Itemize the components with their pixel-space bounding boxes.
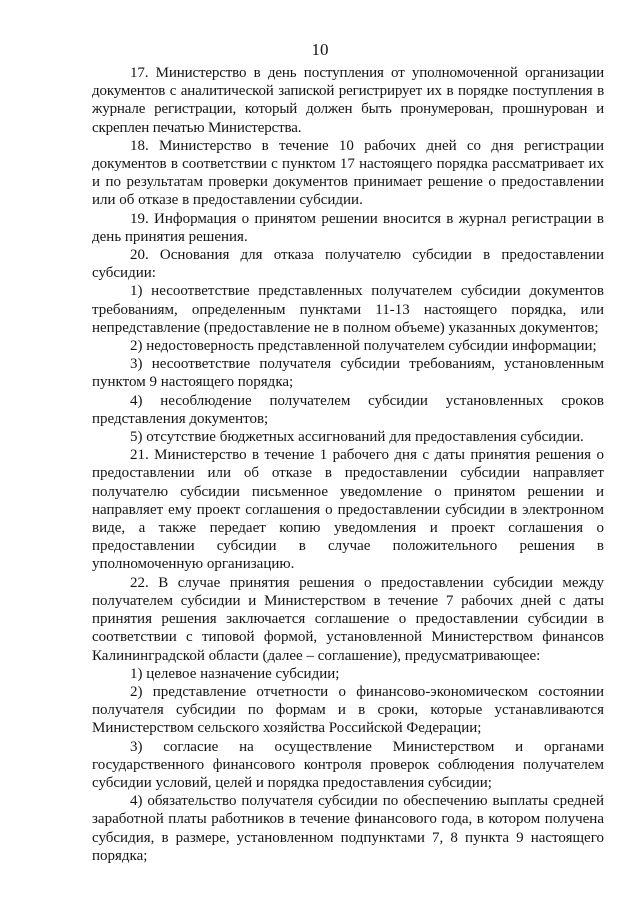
page-number: 10 xyxy=(311,40,329,59)
paragraph-22: 22. В случае принятия решения о предоставлении субсидии между получателем субсидии и Министерством в течение 7 рабочих дней с даты принятия решения заключается соглашение о предоставлении субсидии в соответствии с типовой формой, установленной Министерством финансов Калининградской области (далее – соглашение), предусматривающее: xyxy=(92,574,604,664)
paragraph-20-item-3: 3) несоответствие получателя субсидии требованиям, установленным пунктом 9 настоящего порядка; xyxy=(92,356,604,391)
paragraph-22-item-2: 2) представление отчетности о финансово-экономическом состоянии получателя субсидии по формам и в сроки, которые устанавливаются Министерством сельского хозяйства Российской Федерации; xyxy=(92,683,604,737)
document-body xyxy=(92,64,604,865)
paragraph-20-item-2: 2) недостоверность представленной получателем субсидии информации; xyxy=(130,338,597,355)
paragraph-20-item-5: 5) отсутствие бюджетных ассигнований для предоставления субсидии. xyxy=(130,429,584,446)
paragraph-22-item-3: 3) согласие на осуществление Министерством и органами государственного финансового контроля проверок соблюдения получателем субсидии условий, целей и порядка предоставления субсидии; xyxy=(92,738,604,791)
paragraph-22-item-4: 4) обязательство получателя субсидии по обеспечению выплаты средней заработной платы работников в течение финансового года, в котором получена субсидия, в размере, установленном подпунктами 7, 8 пункта 9 настоящего порядка; xyxy=(92,793,604,864)
paragraph-20-item-1: 1) несоответствие представленных получателем субсидии документов требованиям, определенным пунктами 11-13 настоящего порядка, или непредставление (предоставление не в полном объеме) указанных документов; xyxy=(92,283,604,336)
paragraph-17: 17. Министерство в день поступления от уполномоченной организации документов с аналитической запиской регистрирует их в порядке поступления в журнале регистрации, который должен быть пронумерован, прошнурован и скреплен печатью Министерства. xyxy=(92,65,604,136)
paragraph-21: 21. Министерство в течение 1 рабочего дня с даты принятия решения о предоставлении или об отказе в предоставлении субсидии направляет получателю субсидии письменное уведомление о принятом решении и направляет ему проект соглашения о предоставлении субсидии в электронном виде, а также передает копию уведомления и проект соглашения о предоставлении субсидии в случае положительного решения в уполномоченную организацию. xyxy=(92,447,604,573)
paragraph-20-item-4: 4) несоблюдение получателем субсидии установленных сроков представления документов; xyxy=(92,392,604,427)
paragraph-18: 18. Министерство в течение 10 рабочих дней со дня регистрации документов в соответствии с пунктом 17 настоящего порядка рассматривает их и по результатам проверки документов принимает решение о предоставлении или об отказе в предоставлении субсидии. xyxy=(92,137,604,209)
paragraph-22-item-1: 1) целевое назначение субсидии; xyxy=(130,665,340,682)
paragraph-20: 20. Основания для отказа получателю субсидии в предоставлении субсидии: xyxy=(92,247,604,282)
paragraph-19: 19. Информация о принятом решении вносится в журнал регистрации в день принятия решения. xyxy=(92,210,604,245)
